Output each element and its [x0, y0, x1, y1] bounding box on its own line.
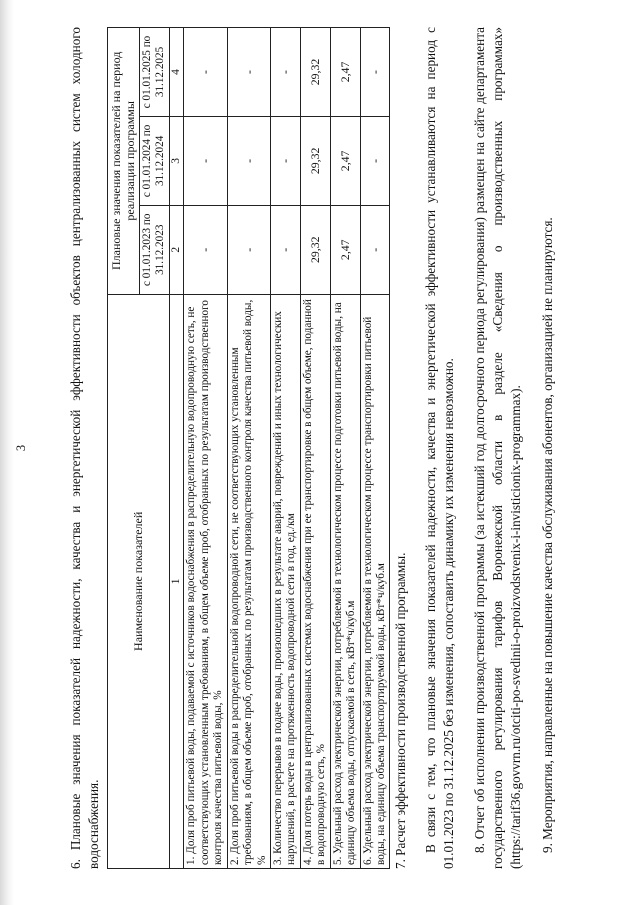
- page-number: 3: [14, 444, 28, 452]
- value-2024: -: [360, 116, 390, 205]
- table-header-row: [107, 28, 139, 869]
- value-2024: -: [184, 116, 227, 205]
- value-2024: -: [227, 116, 270, 205]
- indicators-table: [107, 27, 391, 869]
- indicator-name: 5. Удельный расход электрической энергии, потребляемой в технологическом процессе подготовки питьевой воды, на единицу объема воды, отпускаемой в сеть, кВт*ч/куб.м: [330, 294, 360, 868]
- indicator-name: 3. Количество перерывов в подаче воды, произошедших в результате аварий, повреждений и иных технологических нарушений, в расчете на протяженность водопроводной сети в год, ед./км: [270, 294, 300, 868]
- table-row: [300, 28, 330, 869]
- period-2023: с 01.01.2023 по 31.12.2023: [139, 205, 169, 294]
- effectiveness-paragraph: В связи с тем, что плановые значения показателей надежности, качества и энергетической эффективности устанавливаются на период с 01.01.2023 по 31.12.2025 без изменения, сопоставить динамику их изменения невозможно.: [422, 27, 456, 869]
- column-number-row: [169, 28, 184, 869]
- plan-values-group-header: Плановые значения показателей на период реализации программы: [107, 28, 139, 295]
- value-2023: -: [184, 205, 227, 294]
- value-2023: 2,47: [330, 205, 360, 294]
- table-row: [360, 28, 390, 869]
- value-2023: -: [360, 205, 390, 294]
- column-number: 3: [169, 116, 184, 205]
- indicator-name: 6. Удельный расход электрической энергии, потребляемой в технологическом процессе транспортировки питьевой воды, на единицу объема транспортируемой воды, кВт*ч/куб.м: [360, 294, 390, 868]
- value-2025: -: [360, 28, 390, 117]
- period-2025: с 01.01.2025 по 31.12.2025: [139, 28, 169, 117]
- value-2024: 2,47: [330, 116, 360, 205]
- indicator-name: 4. Доля потерь воды в централизованных системах водоснабжения при ее транспортировке в общем объеме, поданной в водопроводную сеть, %: [300, 294, 330, 868]
- table-row: [270, 28, 300, 869]
- value-2025: -: [227, 28, 270, 117]
- column-number: 4: [169, 28, 184, 117]
- period-2024: с 01.01.2024 по 31.12.2024: [139, 116, 169, 205]
- value-2023: -: [270, 205, 300, 294]
- section-7-heading: 7. Расчет эффективности производственной программы.: [393, 552, 409, 869]
- value-2024: 29,32: [300, 116, 330, 205]
- indicator-name: 2. Доля проб питьевой воды в распределительной водопроводной сети, не соответствующих установленным требованиям, в общем объеме проб, отобранных по результатам производственного контроля качества питьевой воды, %: [227, 294, 270, 868]
- section-8-paragraph: 8. Отчет об исполнении производственной программы (за истекший год долгосрочного периода регулирования) размещен на сайте департамента государственного регулирования тарифов Воронежской области в разделе «Сведения о производственных программах» (https://tarif36.govvrn.ru/otciti-po-svedinii-o-proizvodstvenix-i-invisticionix-programmax).: [472, 27, 524, 869]
- value-2025: 2,47: [330, 28, 360, 117]
- value-2023: 29,32: [300, 205, 330, 294]
- section-9-paragraph: 9. Мероприятия, направленные на повышение качества обслуживания абонентов, организацией не планируются.: [540, 217, 556, 853]
- table-row: [227, 28, 270, 869]
- col-name-header: Наименование показателей: [107, 294, 169, 868]
- column-number: 1: [169, 294, 184, 868]
- value-2025: -: [184, 28, 227, 117]
- indicator-name: 1. Доля проб питьевой воды, подаваемой с источников водоснабжения в распределительную водопроводную сеть, не соответствующих установленным требованиям, в общем объеме проб, отобранных по результатам производственного контроля качества питьевой воды, %: [184, 294, 227, 868]
- column-number: 2: [169, 205, 184, 294]
- value-2023: -: [227, 205, 270, 294]
- value-2025: 29,32: [300, 28, 330, 117]
- value-2025: -: [270, 28, 300, 117]
- document-page: [0, 7, 640, 897]
- value-2024: -: [270, 116, 300, 205]
- table-row: [184, 28, 227, 869]
- section-6-heading: 6. Плановые значения показателей надежности, качества и энергетической эффективности объектов централизованных систем холодного водоснабжения.: [68, 27, 102, 869]
- table-row: [330, 28, 360, 869]
